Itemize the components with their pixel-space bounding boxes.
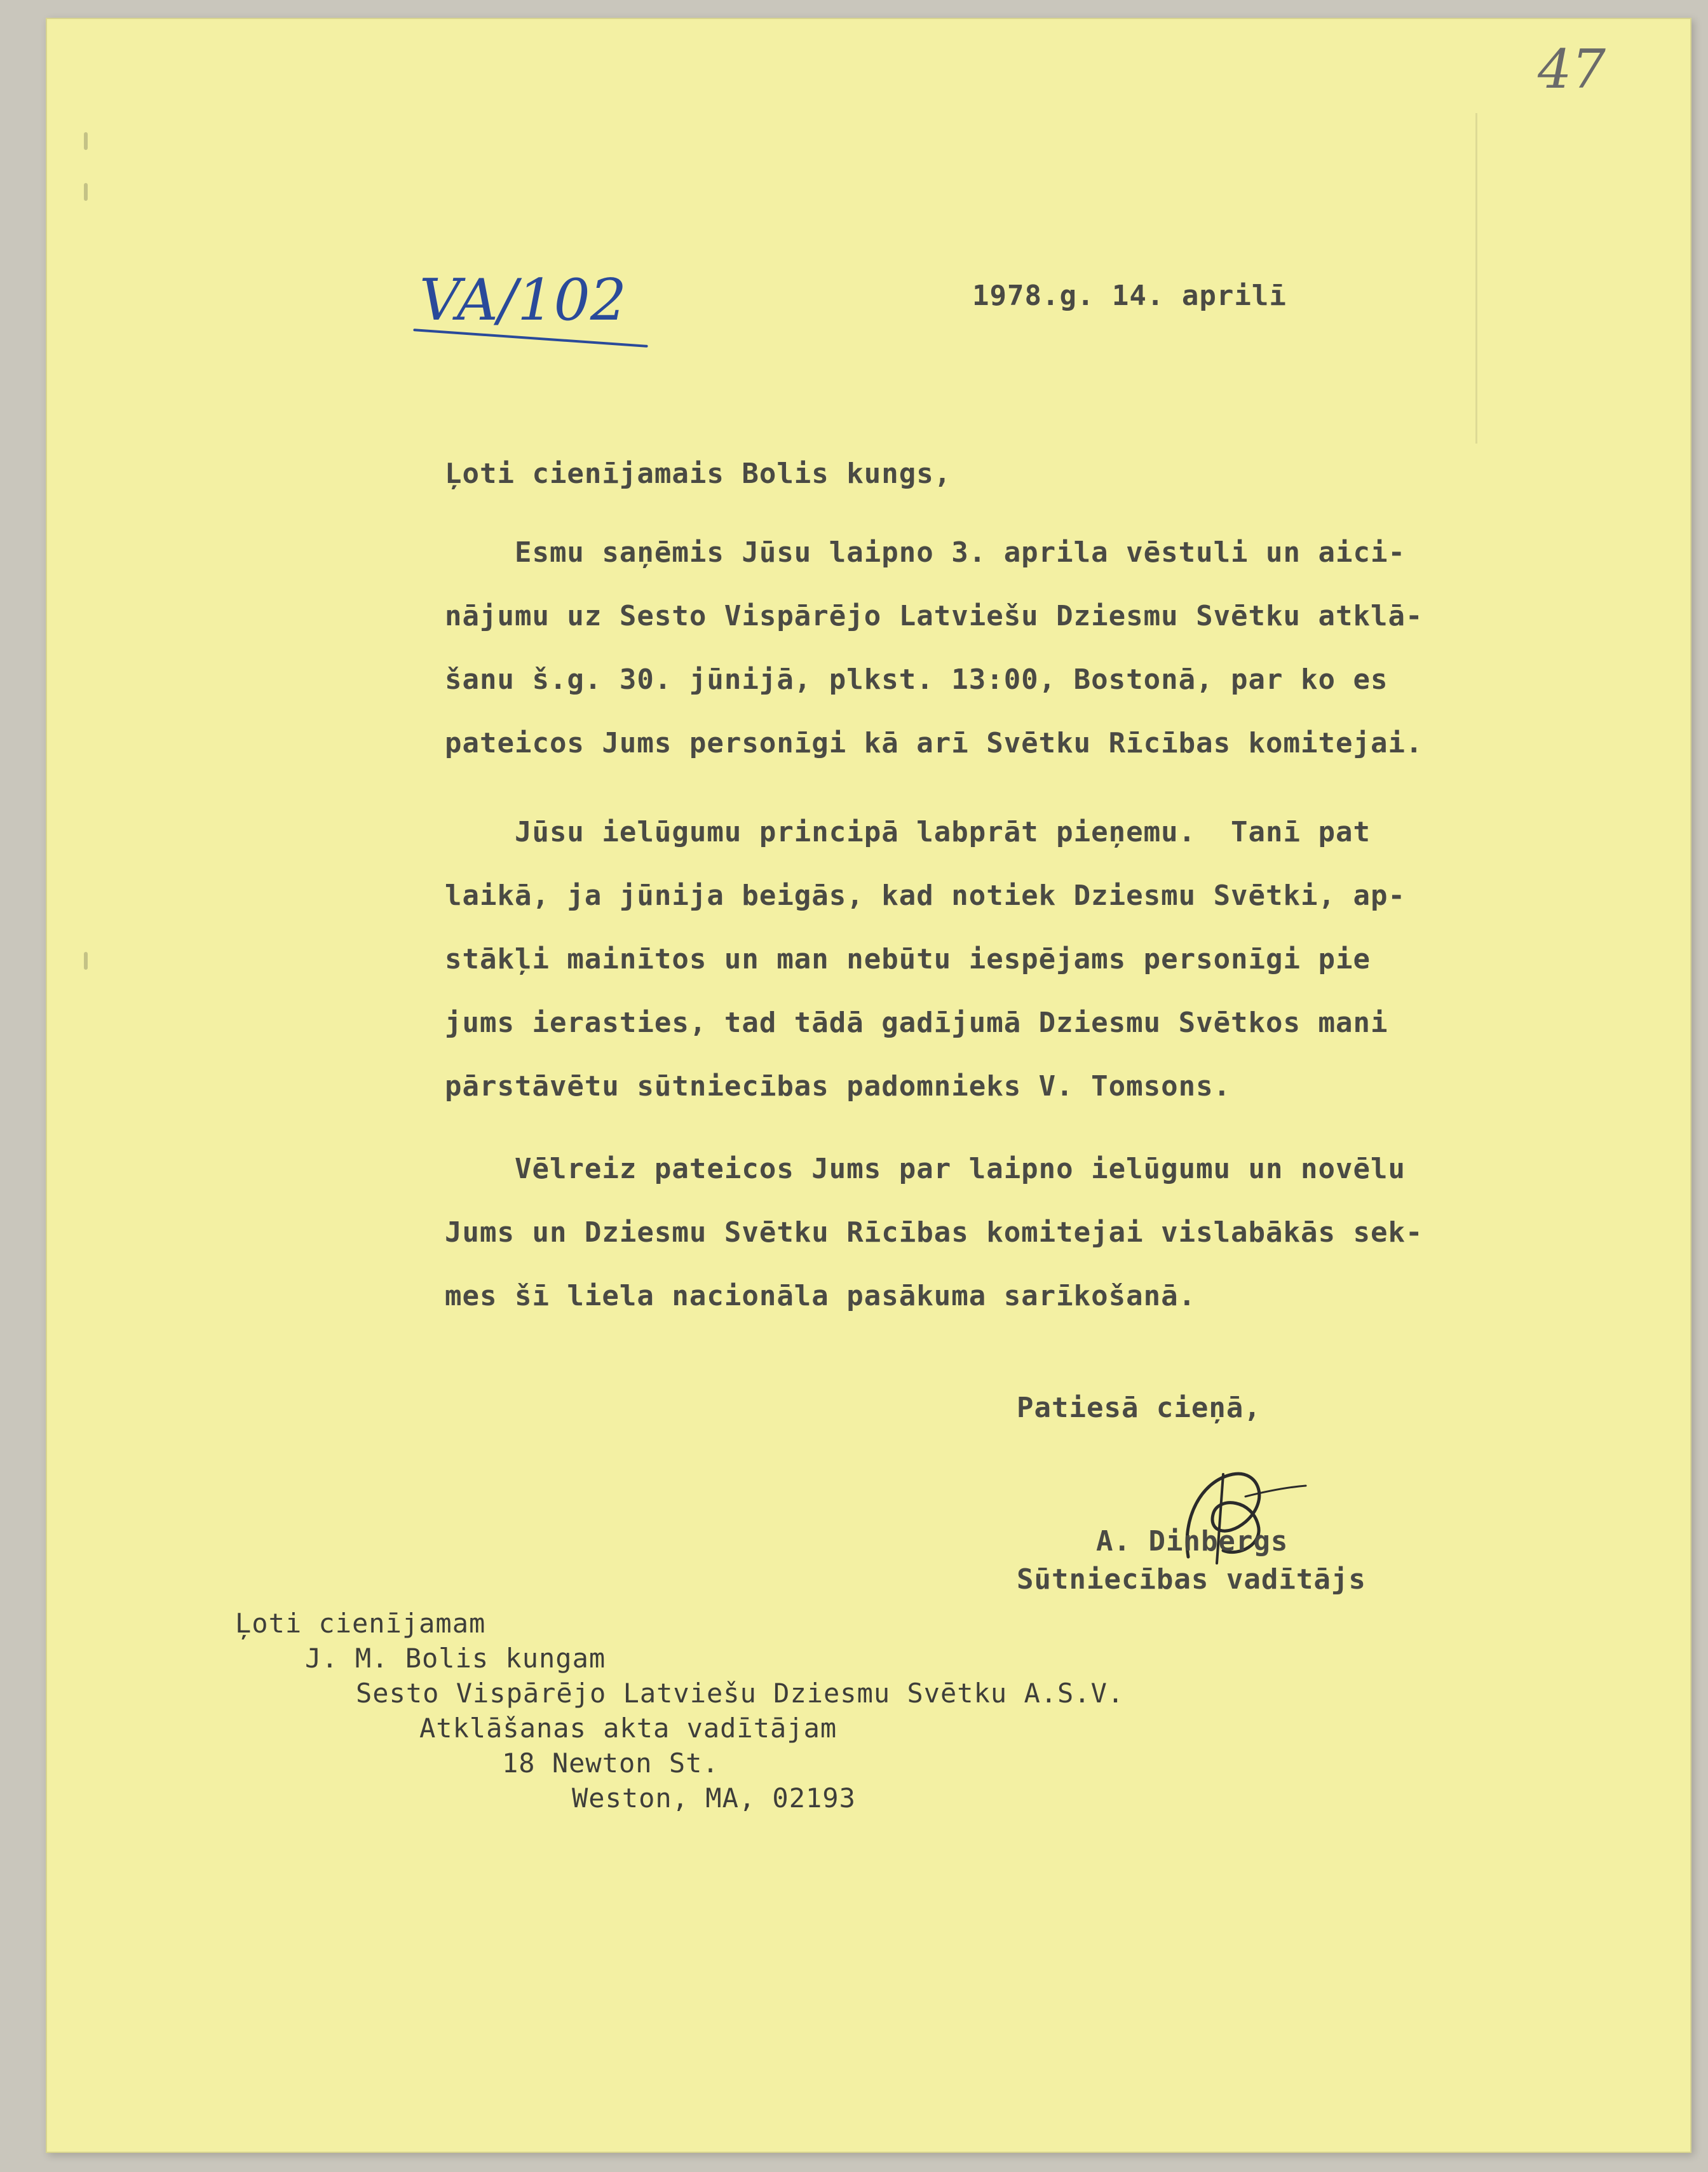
paragraph-line: Jūsu ielūgumu principā labprāt pieņemu. Tanī pat	[445, 816, 1371, 848]
fold-crease	[1475, 113, 1477, 444]
address-line: Sesto Vispārējo Latviešu Dziesmu Svētku A.S.V.	[356, 1678, 1125, 1709]
reference-mark: VA/102	[419, 267, 627, 334]
paragraph-1	[445, 521, 1538, 775]
punch-mark	[84, 183, 88, 201]
address-line: Atklāšanas akta vadītājam	[419, 1713, 837, 1744]
paragraph-2	[445, 801, 1538, 1118]
paragraph-line: šanu š.g. 30. jūnijā, plkst. 13:00, Bostonā, par ko es	[445, 663, 1388, 696]
punch-mark	[84, 952, 88, 970]
paragraph-line: mes šī liela nacionāla pasākuma sarīkošanā.	[445, 1280, 1196, 1312]
paragraph-line: pateicos Jums personīgi kā arī Svētku Rīcības komitejai.	[445, 727, 1423, 759]
paragraph-line: nājumu uz Sesto Vispārējo Latviešu Dziesmu Svētku atklā-	[445, 600, 1423, 632]
paragraph-line: Vēlreiz pateicos Jums par laipno ielūgumu un novēlu	[445, 1153, 1406, 1185]
paragraph-line: jums ierasties, tad tādā gadījumā Dziesmu Svētkos mani	[445, 1007, 1388, 1039]
address-line: J. M. Bolis kungam	[305, 1643, 606, 1674]
signer-title: Sūtniecības vadītājs	[1017, 1563, 1366, 1596]
address-line: Ļoti cienījamam	[235, 1608, 486, 1639]
address-line: 18 Newton St.	[502, 1748, 719, 1779]
paragraph-3	[445, 1137, 1538, 1328]
paragraph-line: laikā, ja jūnija beigās, kad notiek Dziesmu Svētki, ap-	[445, 879, 1406, 912]
page-number: 47	[1538, 38, 1606, 100]
paragraph-line: Jums un Dziesmu Svētku Rīcības komitejai vislabākās sek-	[445, 1216, 1423, 1249]
salutation: Ļoti cienījamais Bolis kungs,	[445, 458, 952, 490]
punch-mark	[84, 132, 88, 150]
paragraph-line: Esmu saņēmis Jūsu laipno 3. aprila vēstuli un aici-	[445, 536, 1406, 569]
address-line: Weston, MA, 02193	[572, 1782, 856, 1814]
closing: Patiesā cieņā,	[1017, 1392, 1261, 1424]
signer-name: A. Dinbergs	[1096, 1525, 1289, 1558]
paragraph-line: stākļi mainītos un man nebūtu iespējams personīgi pie	[445, 943, 1371, 975]
paragraph-line: pārstāvētu sūtniecības padomnieks V. Tomsons.	[445, 1070, 1231, 1103]
letter-date: 1978.g. 14. aprilī	[972, 280, 1287, 312]
